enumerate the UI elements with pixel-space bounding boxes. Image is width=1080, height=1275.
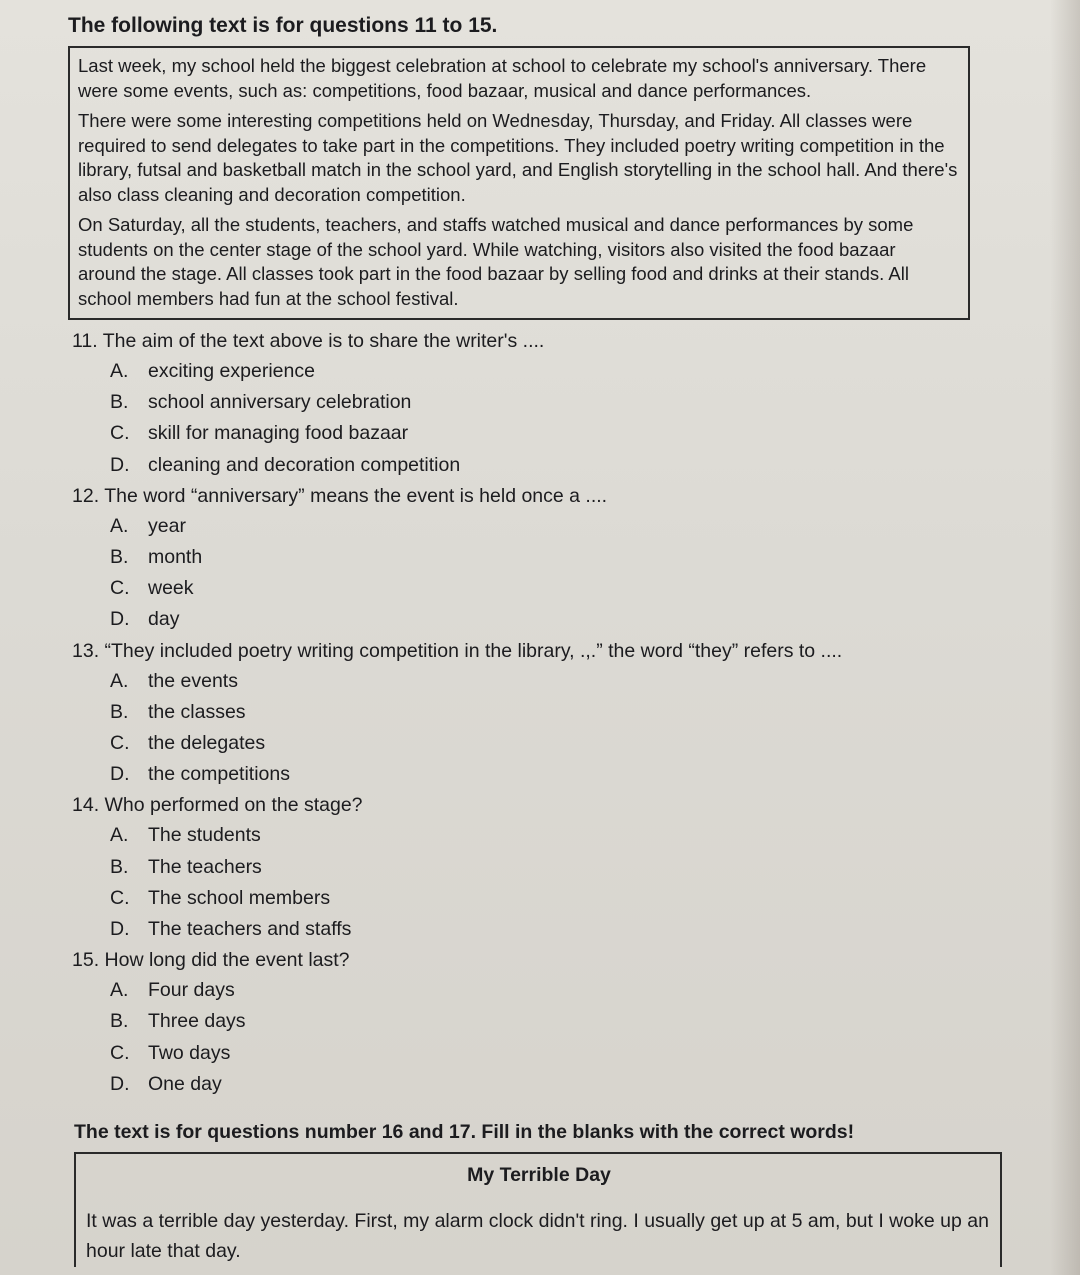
option-text: The school members: [148, 886, 331, 909]
option-b[interactable]: [110, 387, 972, 418]
option-letter: B.: [110, 1010, 129, 1033]
option-text: the competitions: [148, 763, 290, 786]
option-a[interactable]: [110, 820, 972, 851]
story-passage: [74, 1152, 1002, 1267]
question-number: 15.: [72, 949, 100, 972]
option-letter: A.: [110, 669, 129, 692]
option-text: month: [148, 546, 203, 569]
option-letter: D.: [110, 453, 130, 476]
option-letter: A.: [110, 514, 129, 537]
option-text: year: [148, 514, 186, 537]
question-stem: [72, 636, 972, 666]
option-list: [72, 356, 972, 481]
option-letter: C.: [110, 886, 130, 909]
option-letter: B.: [110, 855, 129, 878]
intro-heading: The following text is for questions 11 to 15.: [68, 14, 498, 37]
question-stem: [72, 945, 972, 975]
option-text: Two days: [148, 1041, 231, 1064]
question-text: The aim of the text above is to share the writer's ....: [102, 330, 545, 352]
option-text: The teachers and staffs: [148, 918, 352, 941]
option-letter: C.: [110, 577, 130, 600]
option-a[interactable]: [110, 356, 972, 387]
question-11: [72, 326, 972, 481]
passage-paragraph: There were some interesting competitions held on Wednesday, Thursday, and Friday. All classes were required to send delegates to take part in the competitions. They included poetry writing competition in the library, futsal and basketball match in the school yard, and English storytelling in the school hall. And there's also class cleaning and decoration competition.: [78, 110, 958, 205]
question-number: 12.: [72, 484, 100, 507]
question-number: 14.: [72, 794, 100, 817]
option-text: The students: [148, 824, 261, 847]
option-text: One day: [148, 1072, 222, 1095]
option-letter: B.: [110, 700, 129, 723]
option-c[interactable]: [110, 883, 972, 914]
option-c[interactable]: [110, 418, 972, 449]
question-15: [72, 945, 972, 1100]
option-a[interactable]: [110, 511, 972, 542]
option-letter: C.: [110, 422, 130, 445]
option-d[interactable]: [110, 450, 972, 481]
option-text: the events: [148, 669, 238, 692]
option-text: the classes: [148, 700, 246, 723]
option-b[interactable]: [110, 852, 972, 883]
passage-paragraph: On Saturday, all the students, teachers, and staffs watched musical and dance performances by some students on the center stage of the school yard. While watching, visitors also visited the food bazaar around the stage. All classes took part in the food bazaar by selling food and drinks at their stands. All school members had fun at the school festival.: [78, 214, 914, 309]
option-d[interactable]: [110, 1069, 972, 1100]
page-edge-shadow: [1050, 0, 1080, 1275]
question-stem: [72, 481, 972, 511]
option-letter: D.: [110, 918, 130, 941]
option-list: [72, 820, 972, 945]
option-letter: A.: [110, 824, 129, 847]
section-heading: The text is for questions number 16 and 17. Fill in the blanks with the correct words!: [74, 1121, 855, 1143]
question-stem: [72, 326, 972, 356]
passage-paragraph: Last week, my school held the biggest celebration at school to celebrate my school's anniversary. There were some events, such as: competitions, food bazaar, musical and dance performances.: [78, 55, 927, 101]
option-letter: D.: [110, 1072, 130, 1095]
option-text: the delegates: [148, 732, 266, 755]
option-text: exciting experience: [148, 360, 315, 382]
option-b[interactable]: [110, 1006, 972, 1037]
question-number: 13.: [72, 639, 100, 662]
option-list: [72, 975, 972, 1100]
option-letter: B.: [110, 391, 129, 414]
story-text: It was a terrible day yesterday. First, my alarm clock didn't ring. I usually get up at 5 am, but I woke up an hour late that day.: [86, 1210, 989, 1262]
question-text: How long did the event last?: [104, 949, 350, 972]
option-d[interactable]: [110, 759, 972, 790]
option-d[interactable]: [110, 914, 972, 945]
option-a[interactable]: [110, 975, 972, 1006]
option-text: skill for managing food bazaar: [148, 422, 409, 445]
option-text: The teachers: [148, 855, 262, 878]
option-c[interactable]: [110, 573, 972, 604]
question-list: [72, 326, 972, 1100]
option-text: school anniversary celebration: [148, 391, 412, 414]
option-d[interactable]: [110, 604, 972, 635]
option-letter: A.: [110, 979, 129, 1002]
option-text: day: [148, 608, 180, 631]
option-letter: B.: [110, 546, 129, 569]
option-letter: D.: [110, 608, 130, 631]
question-12: [72, 481, 972, 636]
option-text: cleaning and decoration competition: [148, 453, 461, 476]
question-stem: [72, 790, 972, 820]
option-b[interactable]: [110, 542, 972, 573]
question-number: 11.: [72, 330, 98, 352]
option-c[interactable]: [110, 728, 972, 759]
option-letter: C.: [110, 1041, 130, 1064]
option-text: week: [148, 577, 194, 600]
question-text: Who performed on the stage?: [104, 794, 363, 817]
reading-passage: [68, 46, 970, 320]
question-text: The word “anniversary” means the event is held once a ....: [104, 484, 608, 507]
question-14: [72, 790, 972, 945]
option-list: [72, 666, 972, 791]
option-letter: D.: [110, 763, 130, 786]
option-list: [72, 511, 972, 636]
story-title: My Terrible Day: [467, 1164, 611, 1186]
option-text: Four days: [148, 979, 235, 1002]
question-13: [72, 636, 972, 791]
question-text: “They included poetry writing competition in the library, .,.” the word “they” refers to ....: [104, 639, 843, 662]
option-letter: A.: [110, 360, 129, 382]
option-c[interactable]: [110, 1038, 972, 1069]
option-letter: C.: [110, 732, 130, 755]
option-text: Three days: [148, 1010, 246, 1033]
option-b[interactable]: [110, 697, 972, 728]
option-a[interactable]: [110, 666, 972, 697]
